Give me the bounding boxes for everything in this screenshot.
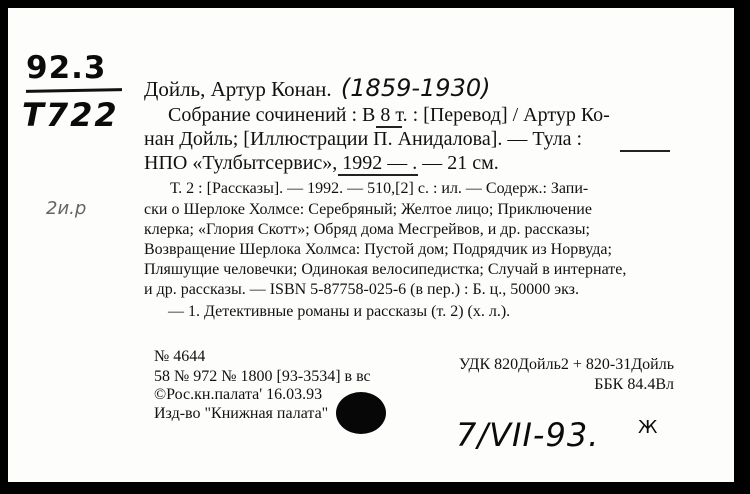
isbn-line: и др. рассказы. — ISBN 5-87758-025-6 (в пер.) : Б. ц., 50000 экз. bbox=[144, 281, 579, 298]
underline-year bbox=[338, 174, 418, 176]
handwritten-years: (1859-1930) bbox=[340, 74, 491, 102]
registration-line: 58 № 972 № 1800 [93-3534] в вс bbox=[154, 368, 371, 385]
copyright-line: ©Рос.кн.палата' 16.03.93 bbox=[154, 386, 323, 403]
title-line-2: нан Дойль; [Иллюстрации П. Анидалова]. — Тула : bbox=[144, 128, 583, 150]
bbk-code: ББК 84.4Вл bbox=[594, 376, 674, 393]
underline-volumes bbox=[376, 126, 402, 128]
volume-line: Т. 2 : [Рассказы]. — 1992. — 510,[2] с. : ил. — Содерж.: Запи- bbox=[170, 180, 589, 197]
call-number-top: 92.3 bbox=[26, 50, 107, 86]
call-number-bottom: Т722 bbox=[22, 96, 119, 134]
subject-heading: — 1. Детективные романы и рассказы (т. 2) (х. л.). bbox=[168, 303, 511, 320]
underline-city bbox=[620, 150, 670, 152]
udc-code: УДК 820Дойль2 + 820-31Дойль bbox=[458, 356, 674, 373]
ink-blot bbox=[336, 392, 386, 434]
author-heading: Дойль, Артур Конан. bbox=[144, 77, 332, 101]
contents-line: клерка; «Глория Скотт»; Обряд дома Месгрейвов, и др. рассказы; bbox=[144, 221, 590, 238]
record-number: № 4644 bbox=[154, 348, 206, 365]
title-line: Собрание сочинений : В 8 т. : [Перевод] / Артур Ко- bbox=[168, 104, 610, 126]
contents-line: Пляшущие человечки; Одинокая велосипедистка; Случай в интернате, bbox=[144, 261, 627, 278]
catalog-card bbox=[8, 8, 734, 482]
issuer-line: Изд-во "Книжная палата" bbox=[154, 405, 329, 422]
call-number-underline bbox=[26, 88, 122, 93]
author-heading-line bbox=[144, 74, 490, 102]
pencil-mark: 2и.р bbox=[46, 198, 87, 219]
contents-line: ски о Шерлоке Холмсе: Серебряный; Желтое лицо; Приключение bbox=[144, 201, 592, 218]
handwritten-initials: Ж bbox=[638, 417, 658, 438]
contents-line: Возвращение Шерлока Холмса: Пустой дом; Подрядчик из Норвуда; bbox=[144, 241, 612, 258]
publisher-line: НПО «Тулбытсервис», 1992 — . — 21 см. bbox=[144, 152, 499, 174]
handwritten-date: 7/VII-93. bbox=[456, 416, 600, 454]
